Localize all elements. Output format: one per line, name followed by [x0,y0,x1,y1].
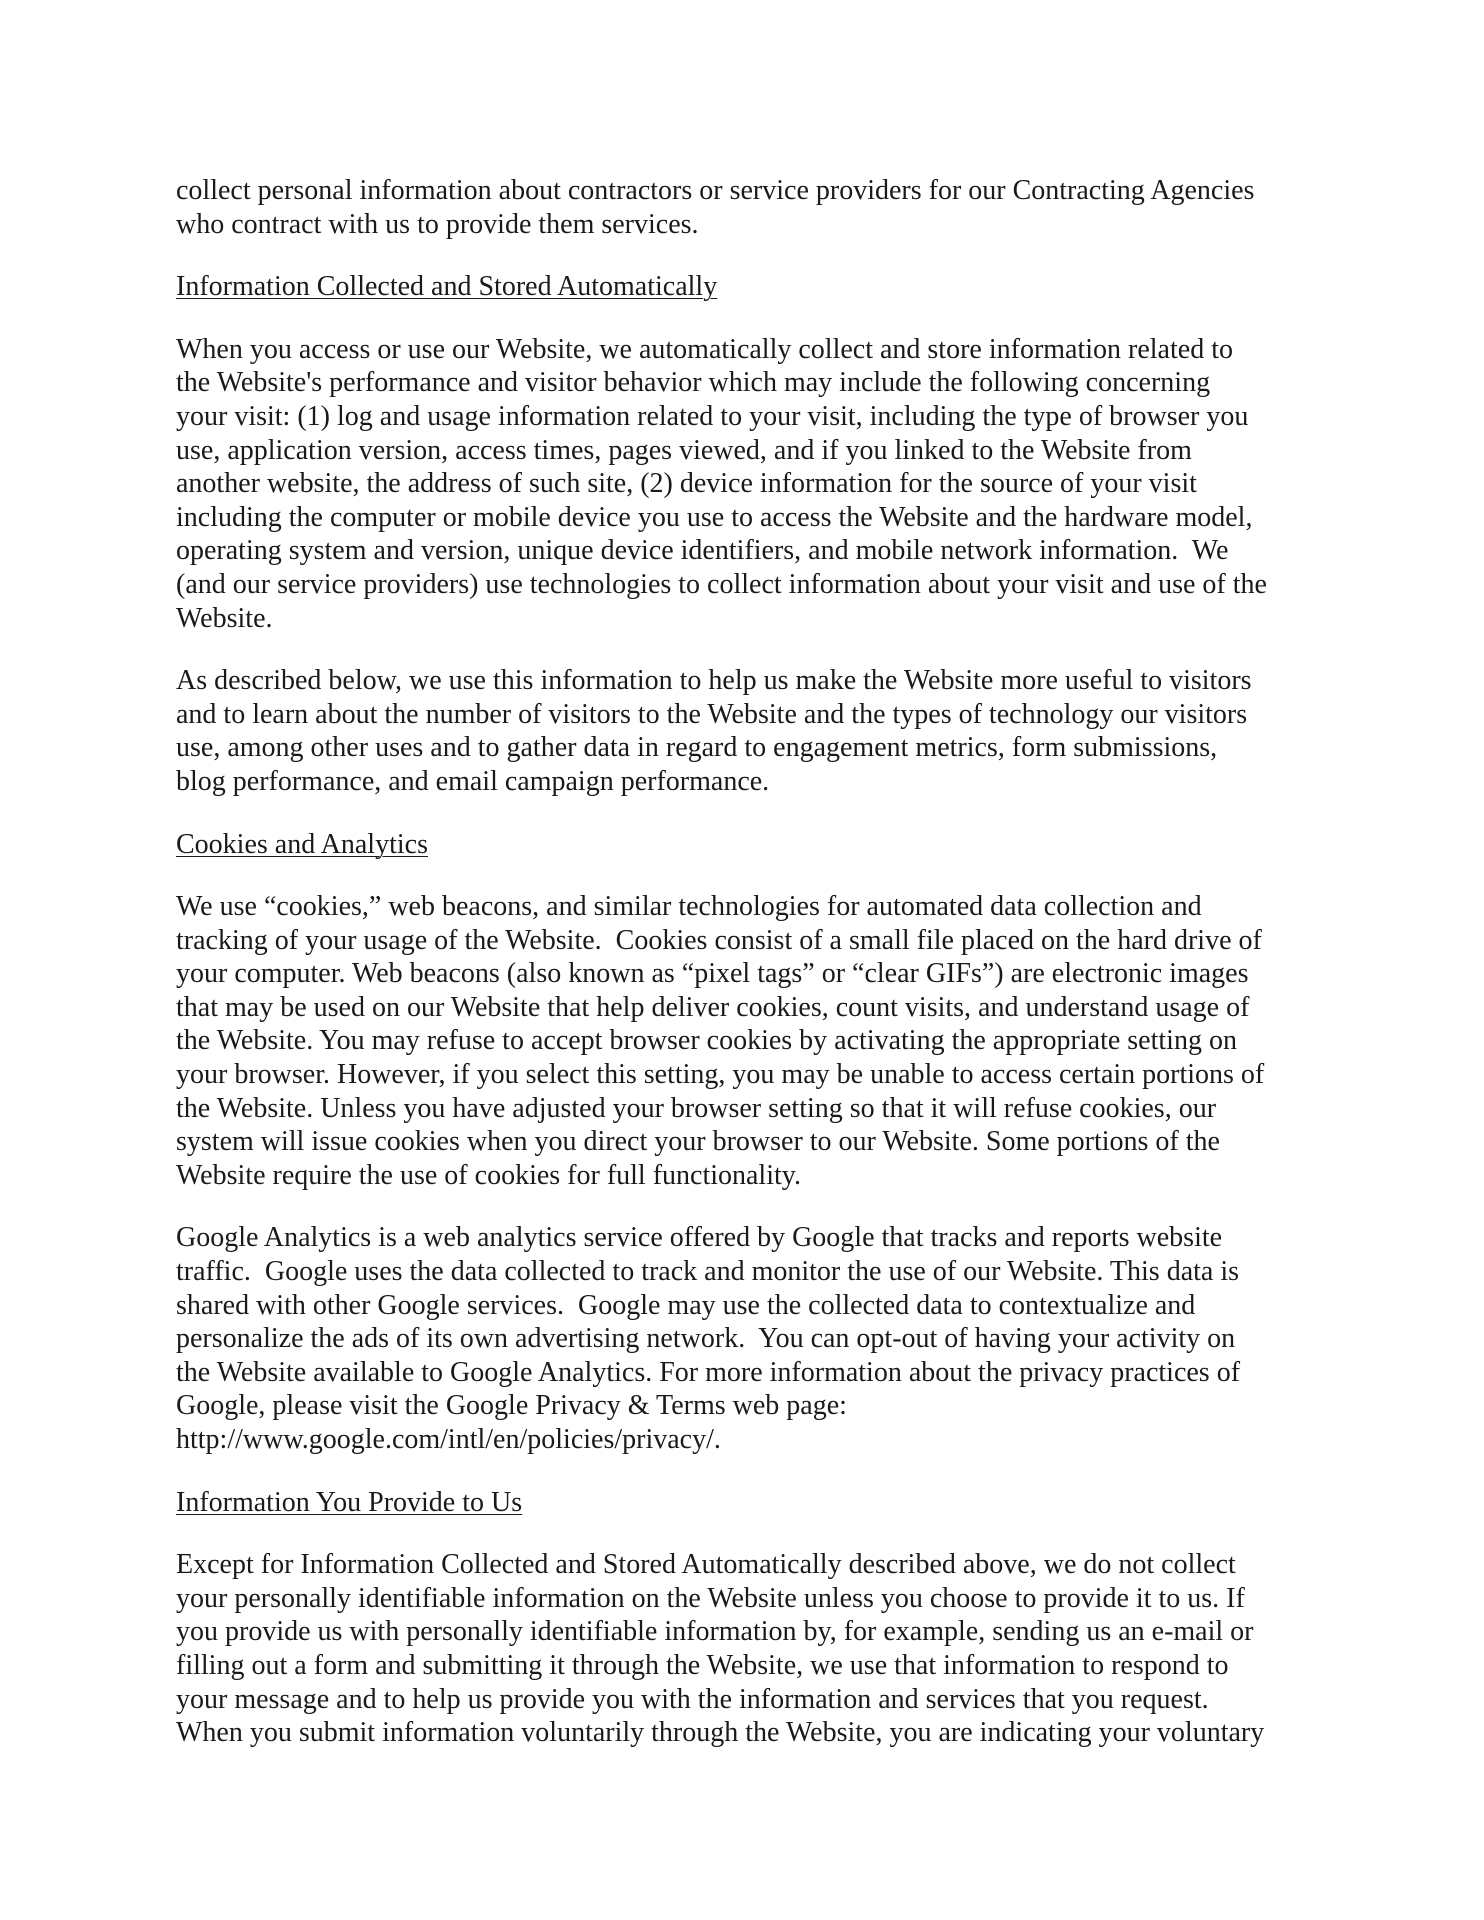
paragraph-google-analytics: Google Analytics is a web analytics service offered by Google that tracks and reports website traffic. Google uses the data collected to track and monitor the use of our Website. This data is shared with other Google services. Google may use the collected data to contextualize and personalize the ads of its own advertising network. You can opt-out of having your activity on the Website available to Google Analytics. For more information about the privacy practices of Google, please visit the Google Privacy & Terms web page: http://www.google.com/intl/en/policies/privacy/. [176,1222,1241,1455]
heading-information-you-provide: Information You Provide to Us [176,1486,523,1518]
paragraph-intro-continued: collect personal information about contractors or service providers for our Contracting Agencies who contract with us to provide them services. [176,175,1255,240]
paragraph-automatic-collection: When you access or use our Website, we automatically collect and store information related to the Website's performance and visitor behavior which may include the following concerning your visit: (1) log and usage information related to your visit, including the type of browser you use, application version, access times, pages viewed, and if you linked to the Website from another website, the address of such site, (2) device information for the source of your visit including the computer or mobile device you use to access the Website and the hardware model, operating system and version, unique device identifiers, and mobile network information. We (and our service providers) use technologies to collect information about your visit and use of the Website. [176,333,1267,634]
paragraph-use-of-information: As described below, we use this information to help us make the Website more useful to visitors and to learn about the number of visitors to the Website and the types of technology our visitors use, among other uses and to gather data in regard to engagement metrics, form submissions, blog performance, and email campaign performance. [176,665,1252,797]
paragraph-information-you-provide: Except for Information Collected and Stored Automatically described above, we do not collect your personally identifiable information on the Website unless you choose to provide it to us. If you provide us with personally identifiable information by, for example, sending us an e-mail or filling out a form and submitting it through the Website, we use that information to respond to your message and to help us provide you with the information and services that you request. When you submit information voluntarily through the Website, you are indicating your voluntary [176,1549,1265,1749]
document-body [176,174,1316,1750]
heading-cookies-and-analytics: Cookies and Analytics [176,828,428,860]
paragraph-cookies: We use “cookies,” web beacons, and similar technologies for automated data collection and tracking of your usage of the Website. Cookies consist of a small file placed on the hard drive of your computer. Web beacons (also known as “pixel tags” or “clear GIFs”) are electronic images that may be used on our Website that help deliver cookies, count visits, and understand usage of the Website. You may refuse to accept browser cookies by activating the appropriate setting on your browser. However, if you select this setting, you may be unable to access certain portions of the Website. Unless you have adjusted your browser setting so that it will refuse cookies, our system will issue cookies when you direct your browser to our Website. Some portions of the Website require the use of cookies for full functionality. [176,891,1265,1191]
heading-information-collected-automatically: Information Collected and Stored Automatically [176,271,718,303]
